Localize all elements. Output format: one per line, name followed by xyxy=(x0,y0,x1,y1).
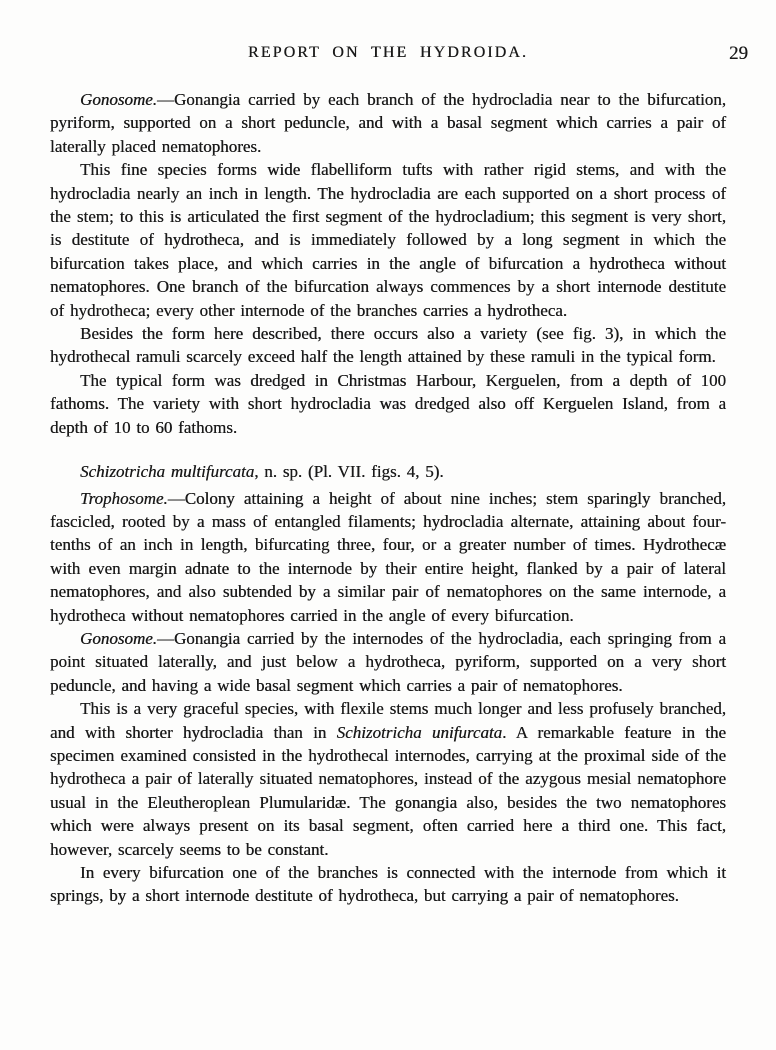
body-text: Besides the form here described, there occurs also a variety (see fig. 3), in which the hydrothecal ramuli scarcely exceed half the length attained by these ramuli in the typical form. xyxy=(50,324,726,367)
paragraph xyxy=(50,627,726,697)
body-text: This is a very graceful species, with flexile stems much longer and less profusely branched, and with shorter hydrocladia than in xyxy=(50,699,726,742)
paragraph xyxy=(50,322,726,369)
italic-text: Schizotricha unifurcata xyxy=(336,722,503,742)
paragraph xyxy=(50,158,726,322)
body-text: This fine species forms wide flabelliform tufts with rather rigid stems, and with the hydrocladia nearly an inch in length. The hydrocladia are each supported on a short process of the stem; to this is articulated the first segment of the hydrocladium; this segment is very short, is destitute of hydrotheca, and is immediately followed by a long segment in which the bifurcation takes place, and which carries in the angle of bifurcation a hydrotheca without nematophores. One branch of the bifurcation always commences by a short internode destitute of hydrotheca; every other internode of the branches carries a hydrotheca. xyxy=(50,160,726,320)
italic-text: Schizotricha multifurcata xyxy=(80,462,255,482)
body-text: , n. sp. (Pl. VII. figs. 4, 5). xyxy=(254,462,444,482)
italic-text: Gonosome. xyxy=(80,90,157,109)
body-text: The typical form was dredged in Christmas Harbour, Kerguelen, from a depth of 100 fathoms. The variety with short hydrocladia was dredged also off Kerguelen Island, from a depth of 10 to 60 fathoms. xyxy=(50,370,726,437)
body-text: . A remarkable feature in the specimen examined consisted in the hydrothecal internodes, carrying at the proximal side of the hydrotheca a pair of laterally situated nematophores, instead of the azygous mesial nematophore usual in the Eleutheroplean Plumularidæ. The gonangia also, besides the two nematophores which were always present on its basal segment, often carried here a third one. This fact, however, scarcely seems to be constant. xyxy=(50,722,726,859)
paragraph xyxy=(50,487,726,627)
page-number: 29 xyxy=(729,43,748,64)
paragraph xyxy=(50,88,726,158)
text-block xyxy=(50,88,726,908)
paragraph xyxy=(50,697,726,861)
paragraph xyxy=(50,369,726,439)
running-head-title: REPORT ON THE HYDROIDA. xyxy=(248,44,528,61)
italic-text: Trophosome. xyxy=(80,488,168,508)
body-text: —Gonangia carried by each branch of the hydrocladia near to the bifurcation, pyriform, supported on a short peduncle, and with a basal segment which carries a pair of laterally placed nematophores. xyxy=(50,90,726,156)
page-header xyxy=(0,44,776,68)
paragraph xyxy=(50,861,726,908)
italic-text: Gonosome. xyxy=(80,628,157,648)
species-heading xyxy=(50,460,726,483)
body-text: —Gonangia carried by the internodes of the hydrocladia, each springing from a point situated laterally, and just below a hydrotheca, pyriform, supported on a very short peduncle, and having a wide basal segment which carries a pair of nematophores. xyxy=(50,628,726,695)
body-text: In every bifurcation one of the branches is connected with the internode from which it springs, by a short internode destitute of hydrotheca, but carrying a pair of nematophores. xyxy=(50,863,726,906)
body-text: —Colony attaining a height of about nine inches; stem sparingly branched, fascicled, rooted by a mass of entangled filaments; hydrocladia alternate, attaining about four-tenths of an inch in length, bifurcating three, four, or a greater number of times. Hydrothecæ with even margin adnate to the internode by their entire height, flanked by a pair of lateral nematophores, and also subtended by a similar pair of nematophores on the same internode, a hydrotheca without nematophores carried in the angle of every bifurcation. xyxy=(50,488,726,625)
